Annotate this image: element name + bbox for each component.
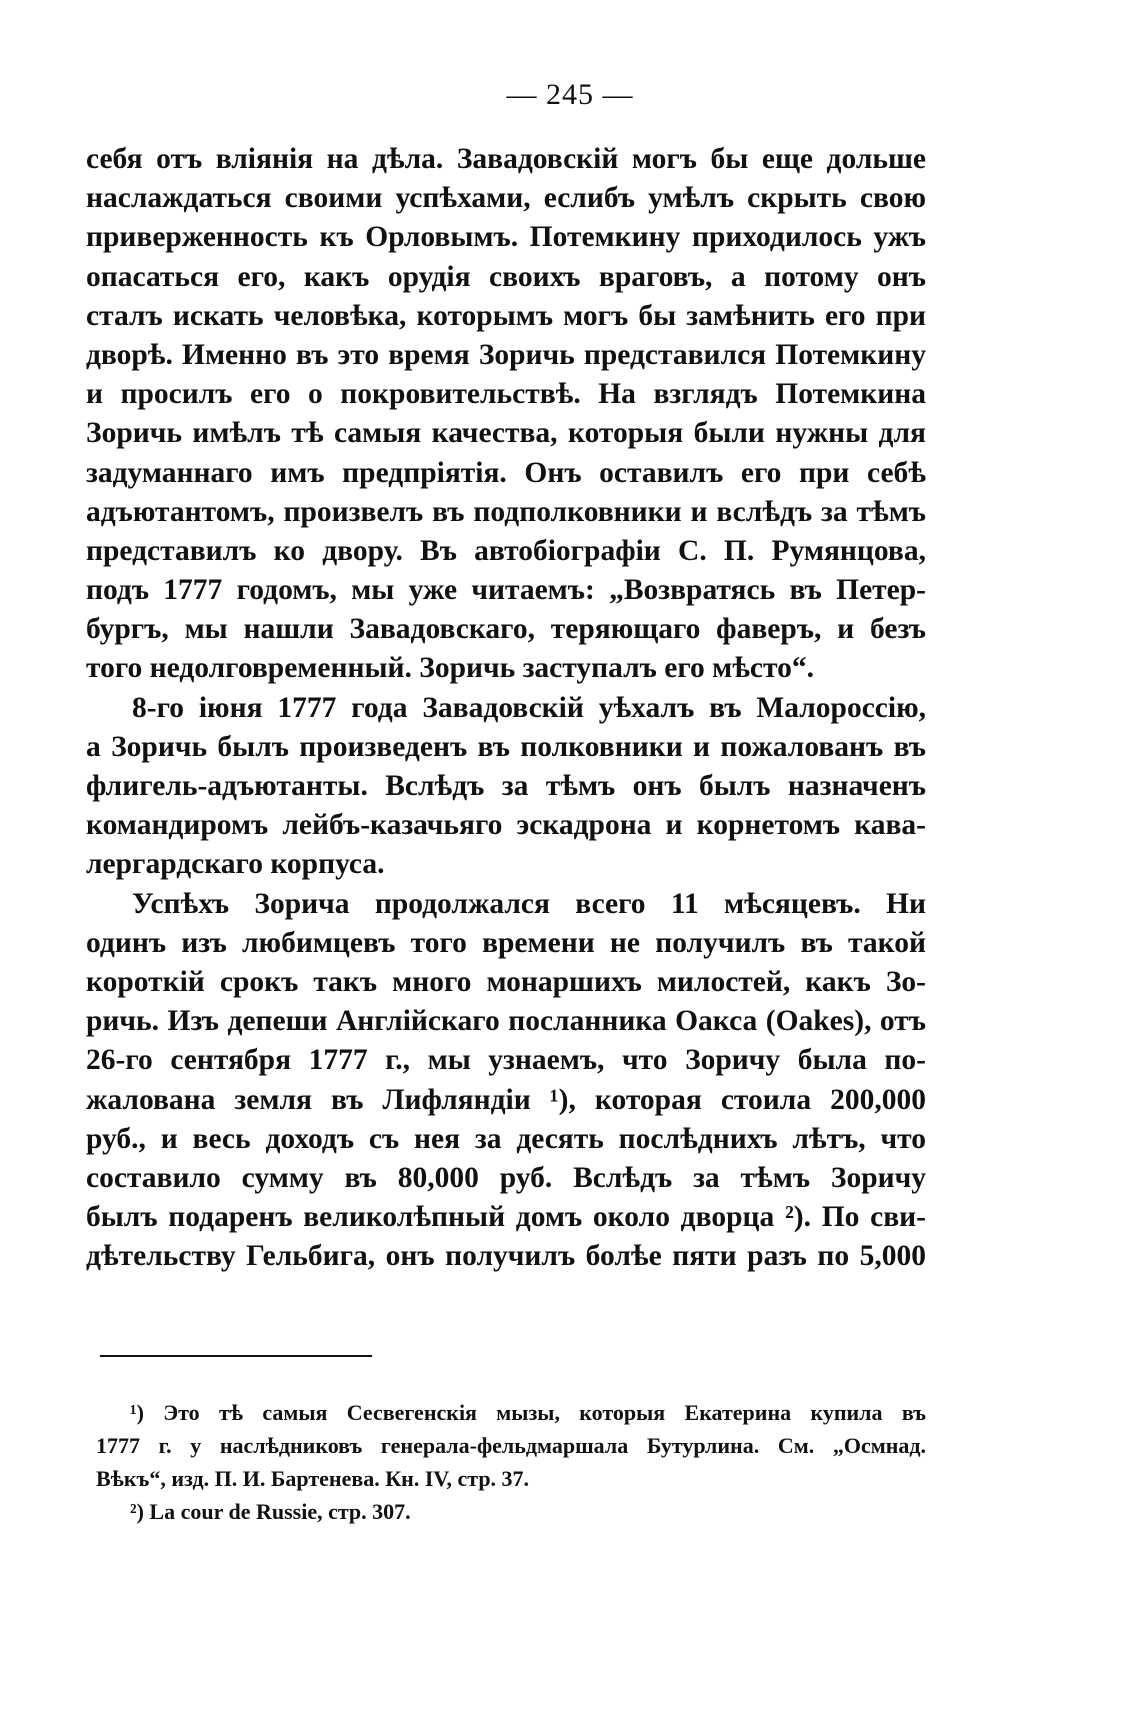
text-line: командиромъ лейбъ-казачьяго эскадрона и корнетомъ кава- [86,809,926,842]
text-line: адъютантомъ, произвелъ въ подполковники и вслѣдъ за тѣмъ [86,495,926,528]
text-line: флигель-адъютанты. Вслѣдъ за тѣмъ онъ былъ назначенъ [86,770,926,802]
text-line: приверженность къ Орловымъ. Потемкину приходилось ужъ [86,221,926,254]
page-number: — 245 — [506,78,634,111]
text-line: подъ 1777 годомъ, мы уже читаемъ: „Возвратясь въ Петер- [86,574,926,607]
text-line: 26-го сентября 1777 г., мы узнаемъ, что Зоричу была по- [86,1044,926,1077]
text-line: и просилъ его о покровительствѣ. На взглядъ Потемкина [86,378,926,411]
text-line: себя отъ вліянія на дѣла. Завадовскій могъ бы еще дольше [86,143,926,175]
text-line: задуманнаго имъ предпріятія. Онъ оставилъ его при себѣ [86,456,926,489]
text-line: 8-го іюня 1777 года Завадовскій уѣхалъ въ Малороссію, [132,691,926,724]
text-line: а Зоричь былъ произведенъ въ полковники и пожалованъ въ [86,730,926,763]
footnote-line: ²) La cour de Russie, стр. 307. [130,1499,411,1524]
text-line: ричь. Изъ депеши Англійскаго посланника Оакса (Oakes), отъ [86,1005,926,1038]
text-line: Зоричь имѣлъ тѣ самыя качества, которыя были нужны для [86,417,926,450]
text-line: наслаждаться своими успѣхами, еслибъ умѣлъ скрыть свою [86,182,926,215]
footnote-divider [100,1355,372,1357]
text-line: одинъ изъ любимцевъ того времени не получилъ въ такой [86,926,926,959]
footnote-line: ¹) Это тѣ самыя Сесвегенскія мызы, которыя Екатерина купила въ [130,1400,926,1425]
text-line: жалована земля въ Лифляндіи ¹), которая стоила 200,000 [86,1083,926,1116]
text-line: бургъ, мы нашли Завадовскаго, теряющаго фаверъ, и безъ [86,613,926,646]
text-line: Успѣхъ Зорича продолжался всего 11 мѣсяцевъ. Ни [132,887,926,920]
text-line: опасаться его, какъ орудія своихъ враговъ, а потому онъ [86,260,926,293]
body-text [86,140,926,1276]
text-line: былъ подаренъ великолѣпный домъ около дворца ²). По сви- [86,1201,926,1234]
text-line: лергардскаго корпуса. [86,848,385,881]
text-line: дѣтельству Гельбига, онъ получилъ болѣе пяти разъ по 5,000 [86,1240,926,1273]
footnotes [96,1396,926,1528]
text-line: руб., и весь доходъ съ нея за десять послѣднихъ лѣтъ, что [86,1122,926,1155]
footnote-line: 1777 г. у наслѣдниковъ генерала-фельдмаршала Бутурлина. См. „Осмнад. [96,1433,926,1458]
text-line: сталъ искать человѣка, которымъ могъ бы замѣнить его при [86,299,926,332]
text-line: составило сумму въ 80,000 руб. Вслѣдъ за тѣмъ Зоричу [86,1161,926,1194]
text-line: того недолговременный. Зоричь заступалъ его мѣсто“. [86,652,815,685]
text-line: короткій срокъ такъ много монаршихъ милостей, какъ Зо- [86,965,926,998]
text-line: представилъ ко двору. Въ автобіографіи С. П. Румянцова, [86,534,926,567]
footnote-line: Вѣкъ“, изд. П. И. Бартенева. Кн. IV, стр. 37. [96,1466,530,1491]
text-line: дворѣ. Именно въ это время Зоричь представился Потемкину [86,338,926,371]
